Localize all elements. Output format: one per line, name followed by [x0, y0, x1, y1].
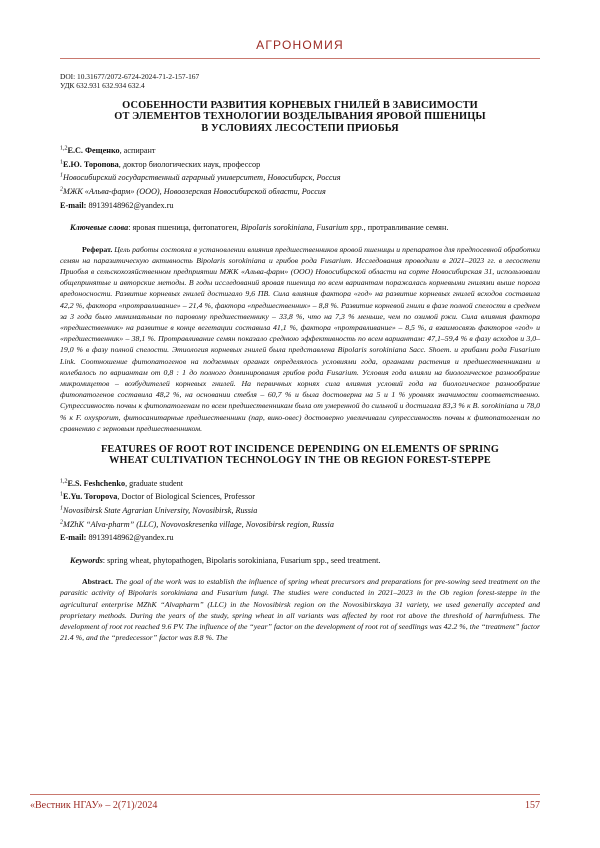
- keywords-text: : spring wheat, phytopathogen, Bipolaris sorokiniana, Fusarium spp., seed treatment.: [102, 555, 381, 565]
- keywords-label: Keywords: [70, 555, 103, 565]
- doi[interactable]: DOI: 10.31677/2072-6724-2024-71-2-157-167: [60, 72, 200, 81]
- aff-sup: 1: [60, 172, 63, 179]
- author-name: Е.С. Фещенко: [67, 146, 120, 156]
- abstract-label: Abstract.: [82, 577, 113, 587]
- en-author-2: [60, 490, 540, 504]
- aff-sup: 2: [60, 186, 63, 193]
- udk: УДК 632.931 632.934 632.4: [60, 81, 145, 90]
- ru-affiliation-2: [60, 185, 540, 199]
- en-abstract: [60, 576, 540, 643]
- ru-title-line: ОСОБЕННОСТИ РАЗВИТИЯ КОРНЕВЫХ ГНИЛЕЙ В ЗАВИСИМОСТИ: [122, 100, 478, 111]
- author-name: Е.Ю. Торопова: [63, 159, 119, 169]
- ru-author-2: [60, 158, 540, 172]
- aff-text: Novosibirsk State Agrarian University, Novosibirsk, Russia: [63, 506, 258, 516]
- aff-text: МЖК «Альва-фарм» (ООО), Новоозерская Новосибирской области, Россия: [63, 187, 326, 196]
- keywords-species: Bipolaris sorokiniana: [240, 223, 313, 233]
- abstract-label: Реферат.: [82, 244, 113, 254]
- keywords-label: Ключевые слова: [70, 223, 129, 233]
- en-title-line: FEATURES OF ROOT ROT INCIDENCE DEPENDING ON ELEMENTS OF SPRING: [101, 444, 499, 456]
- abstract-text: Цель работы состояла в установлении влияния предшественников яровой пшеницы и препаратов для предпосевной обработки семян на паразитическую активность Bipolaris sorokiniana и грибов рода Fusarium. Исследования проводили в 2021–2023 гг. в лесостепи Приобья в сельскохозяйственном предприятии МЖК «Альва-фарм» (ООО) Новосибирской области на сорте Новосибирская 31, использовали общепринятые и авторские методы. В годы исследований яровая пшеница по всем вариантам поражалась корневыми гнилями выше порога вредоносности. Развитие корневых гнилей достигало 9,6 ПВ. Сила влияния фактора «год» на развитие корневых гнилей всходов составила 42,2 %, фактора «протравливание» – 21,4 %, фактора «предшественник» – 8,8 %. Развитие корневой гнили в фазе полной спелости в среднем за 3 года было минимальным по паровому предшественнику – 33,8 %, что на 7,3 % меньше, чем по озимой ржи. Сила влияния фактора «предшественник» на развитие в конце вегетации составила 41,1 %, фактора «протравливание» – 8,5 %, а взаимосвязь факторов «год» и «предшественник» – 38,1 %. Протравливание семян показало среднюю эффективность по всем вариантам: 47,1–59,4 % в фазу всходов и 3,0–19,0 % в фазу полной спелости. Этиология корневых гнилей была представлена Bipolaris sorokiniana Sacc. Shoem. и грибами рода Fusarium Link. Соотношение фитопатогенов на подземных органах определялось условиями года, органами растения и предшественниками и колебалось по вариантам от 0,8 : 1 до полного доминирования грибов рода Fusarium. Условия года влияли на биологическое разнообразие микромицетов – возбудителей корневых гнилей. На первичных корнях сила влияния условий года на биологическое разнообразие фитопатогенов составила 48,2 %, на основании стебля – 60,7 % и была достоверна на 5 и 1 % уровнях значимости соответственно. Супрессивность почвы к фитопатогенам по всем предшественникам была от умеренной до сильной и достигала 83,3 % к B. sorokiniana и 78,0 % к F. oxysporum, фитосанитарные предшественники (пар, вико-овес) достоверно увеличивали супрессивность почвы к фитопатогенам по сравнению с зерновым предшественником.: [60, 244, 540, 433]
- journal-issue: «Вестник НГАУ» – 2(71)/2024: [30, 800, 158, 811]
- en-affiliation-2: [60, 518, 540, 532]
- keywords-text: : яровая пшеница, фитопатоген,: [128, 223, 241, 233]
- aff-sup: 2: [60, 518, 63, 525]
- ru-title-line: ОТ ЭЛЕМЕНТОВ ТЕХНОЛОГИИ ВОЗДЕЛЫВАНИЯ ЯРОВОЙ ПШЕНИЦЫ: [114, 111, 486, 123]
- en-author-1: [60, 477, 540, 491]
- author-sup: 1: [60, 159, 63, 166]
- en-keywords: [60, 555, 540, 566]
- footer-divider: [30, 794, 540, 795]
- author-name: E.Yu. Toropova: [63, 492, 118, 502]
- email-link[interactable]: 89139148962@yandex.ru: [86, 200, 174, 210]
- abstract-text: The goal of the work was to establish the influence of spring wheat precursors and preparations for pre-sowing seed treatment on the parasitic activity of Bipolaris sorokiniana and Fusarium fungi. The studies were conducted in 2021–2023 in the Ob region forest-steppe in the agricultural enterprise MZhK “Alvapharm” (LLC) in the Novosibirsk region on the Novosibirskaya 31 variety, we used generally accepted and proprietary methods. During the years of the study, spring wheat in all variants was affected by root rot above the threshold of harmfulness. The development of root rot reached 9.6 PV. The influence of the “year” factor on the development of root rot of seedlings was 42.2 %, the “treatment” factor 21.4 %, and the “predecessor” factor was 8.8 %. The: [60, 577, 540, 643]
- author-sup: 1: [60, 491, 63, 498]
- aff-text: Новосибирский государственный аграрный университет, Новосибирск, Россия: [63, 173, 341, 183]
- aff-text: MZhK “Alva-pharm” (LLC), Novovoskresenka village, Novosibirsk region, Russia: [63, 519, 334, 529]
- page-number: 157: [525, 800, 540, 811]
- ru-affiliation-1: [60, 171, 540, 185]
- en-affiliation-1: [60, 504, 540, 518]
- en-title: [60, 444, 540, 467]
- en-email: [60, 531, 540, 545]
- section-header: АГРОНОМИЯ: [256, 38, 344, 52]
- ru-keywords: [60, 222, 540, 233]
- author-role: , аспирант: [119, 146, 156, 156]
- ru-title-line: В УСЛОВИЯХ ЛЕСОСТЕПИ ПРИОБЬЯ: [201, 122, 399, 134]
- author-sup: 1,2: [60, 478, 68, 485]
- keywords-text-end: , протравливание семян.: [363, 223, 449, 233]
- ru-email: [60, 199, 540, 213]
- author-sup: 1,2: [60, 145, 68, 152]
- ru-author-1: [60, 144, 540, 158]
- keywords-genus: Fusarium spp.: [316, 223, 364, 233]
- header-divider: [60, 58, 540, 59]
- author-name: E.S. Feshchenko: [67, 478, 126, 488]
- email-label: E-mail:: [60, 200, 87, 210]
- author-role: , доктор биологических наук, профессор: [118, 159, 261, 169]
- author-role: , graduate student: [125, 478, 184, 488]
- email-label: E-mail:: [60, 533, 87, 543]
- aff-sup: 1: [60, 505, 63, 512]
- en-title-line: WHEAT CULTIVATION TECHNOLOGY IN THE OB REGION FOREST-STEPPE: [109, 455, 491, 467]
- ru-title: [60, 100, 540, 134]
- keywords-sep: ,: [312, 223, 317, 233]
- email-link[interactable]: 89139148962@yandex.ru: [86, 533, 174, 543]
- ru-abstract: [60, 244, 540, 434]
- author-role: , Doctor of Biological Sciences, Professor: [117, 492, 255, 502]
- article-body: [60, 72, 540, 653]
